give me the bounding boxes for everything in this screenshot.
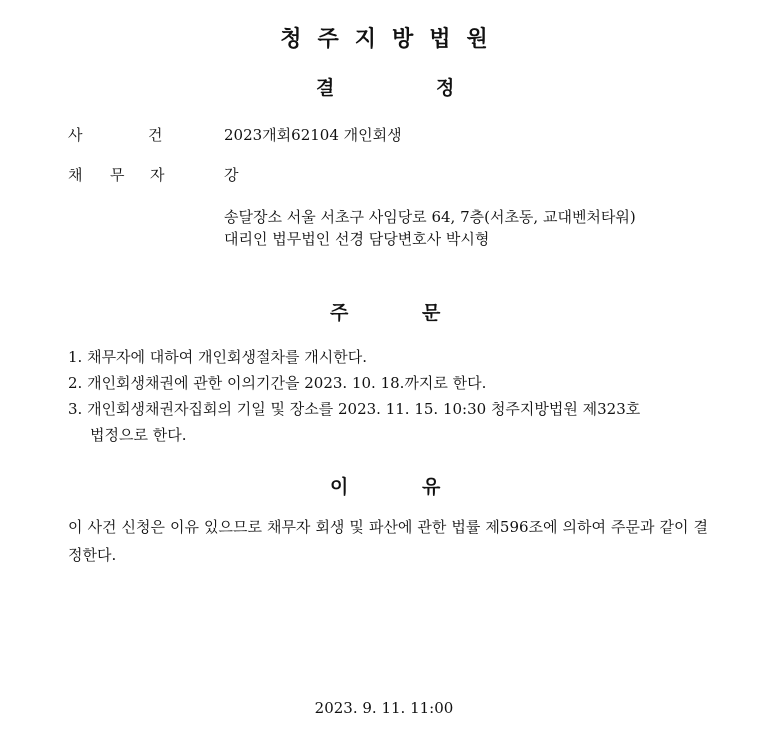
debtor-label-3: 자 [150,166,165,184]
debtor-name: 강 [224,166,239,184]
reason-heading-left: 이 [330,476,349,498]
order-heading-right: 문 [422,302,441,324]
decision-date: 2023. 9. 11. 11:00 [314,699,454,717]
reason-heading-right: 유 [422,476,441,498]
doc-title-left: 결 [316,77,335,99]
order-heading-left: 주 [330,302,349,324]
reason-text: 이 사건 신청은 이유 있으므로 채무자 회생 및 파산에 관한 법률 제596조에 의하여 주문과 같이 결정한다. [68,518,708,564]
debtor-label-1: 채 [68,166,83,184]
order-item-3-continued: 법정으로 한다. [90,426,187,444]
court-name: 청주지방법원 [280,27,504,52]
case-label-left: 사 [68,126,83,144]
agent-line: 대리인 법무법인 선경 담당변호사 박시형 [224,230,490,248]
case-label-right: 건 [148,126,163,144]
debtor-label-2: 무 [110,166,125,184]
case-value: 2023개회62104 개인회생 [224,126,402,144]
service-address: 송달장소 서울 서초구 사임당로 64, 7층(서초동, 교대벤처타워) [224,208,636,226]
doc-title-right: 정 [436,77,455,99]
order-item-2: 2. 개인회생채권에 관한 이의기간을 2023. 10. 18.까지로 한다. [68,374,487,392]
order-item-1: 1. 채무자에 대하여 개인회생절차를 개시한다. [68,348,367,366]
order-item-3: 3. 개인회생채권자집회의 기일 및 장소를 2023. 11. 15. 10:30 청주지방법원 제323호 [68,400,641,418]
